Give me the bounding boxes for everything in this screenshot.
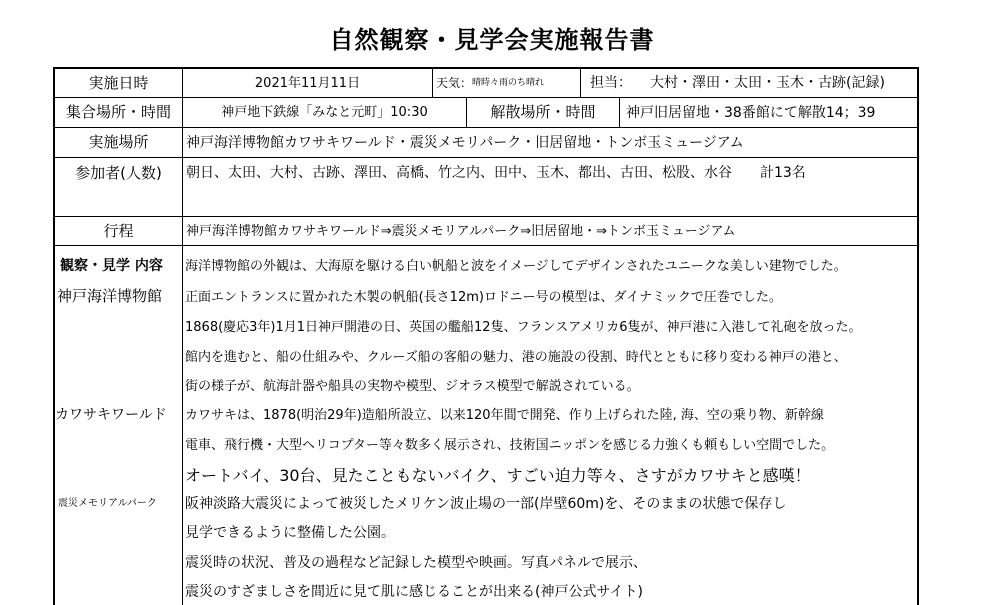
section-label-kawasaki: カワサキワールド: [55, 407, 167, 423]
section-label-museum: 神戸海洋博物館: [57, 287, 163, 305]
meet-label: 集合場所・時間: [65, 103, 171, 121]
observation-line: 1868(慶応3年)1月1日神戸開港の日、英国の艦船12隻、フランスアメリカ6隻が、神戸港に入港して礼砲を放った。: [185, 320, 862, 335]
meet-value: 神戸地下鉄線「みなと元町」10:30: [221, 105, 428, 120]
col-divider: [432, 67, 433, 97]
weather-cell: [436, 69, 580, 97]
date-label: 実施日時: [88, 73, 149, 92]
dismiss-value: 神戸旧居留地・38番館にて解散14；39: [626, 104, 876, 121]
date-value: 2021年11月11日: [254, 75, 361, 91]
staff-label: 担当：: [590, 75, 632, 91]
itinerary-value: 神戸海洋博物館カワサキワールド⇒震災メモリアルパーク⇒旧居留地・⇒トンボ玉ミュージアム: [186, 223, 736, 239]
observation-line: カワサキは、1878(明治29年)造船所設立、以来120年間で開発、作り上げられた陸, 海、空の乗り物、新幹線: [185, 408, 824, 423]
col-divider: [580, 67, 581, 97]
weather-label: 天気：: [436, 76, 473, 90]
observation-header: 観察・見学 内容: [60, 258, 163, 274]
observation-line: 震災時の状況、普及の過程など記録した模型や映画。写真パネルで展示、: [185, 555, 647, 571]
observation-line: 阪神淡路大震災によって被災したメリケン波止場の一部(岸壁60m)を、そのままの状態で保存し: [185, 496, 787, 512]
observation-line: 館内を進むと、船の仕組みや、クルーズ船の客船の魅力、港の施設の役割、時代とともに移り変わる神戸の港と、: [185, 350, 847, 365]
dismiss-label: 解散場所・時間: [490, 103, 596, 121]
place-label: 実施場所: [88, 133, 149, 151]
col-divider: [619, 97, 620, 127]
page-title: 自然観察・見学会実施報告書: [329, 26, 655, 54]
itinerary-label: 行程: [103, 221, 134, 240]
col-divider: [182, 67, 183, 605]
observation-line: 震災のすざましさを間近に見て肌に感じることが出来る(神戸公式サイト): [185, 584, 643, 600]
observation-line: 見学できるように整備した公園。: [185, 525, 395, 541]
staff-cell: [590, 69, 915, 97]
participants-value: 朝日、太田、大村、古跡、澤田、高橋、竹之内、田中、玉木、都出、古田、松股、水谷 計13名: [186, 165, 806, 181]
observation-line: 海洋博物館の外観は、大海原を駆ける白い帆船と波をイメージしてデザインされたユニークな美しい建物でした。: [185, 259, 847, 274]
place-value: 神戸海洋博物館カワサキワールド・震災メモリパーク・旧居留地・トンボ玉ミュージアム: [186, 134, 744, 151]
participants-label: 参加者(人数): [75, 163, 162, 182]
observation-line: 街の様子が、航海計器や船具の実物や模型、ジオラス模型で解説されている。: [185, 379, 640, 394]
weather-value: 晴時々雨のち晴れ: [472, 77, 545, 88]
observation-line: オートバイ、30台、見たこともないバイク、すごい迫力等々、さすがカワサキと感嘆！: [185, 466, 811, 485]
observation-line: 正面エントランスに置かれた木製の帆船(長さ12m)ロドニー号の模型は、ダイナミックで圧巻でした。: [185, 290, 782, 305]
section-label-memorial: 震災メモリアルパーク: [58, 498, 157, 509]
staff-value: 大村・澤田・太田・玉木・古跡(記録): [650, 75, 885, 91]
observation-line: 電車、飛行機・大型ヘリコプター等々数多く展示され、技術国ニッポンを感じる力強くも頼もしい空間でした。: [185, 438, 835, 453]
